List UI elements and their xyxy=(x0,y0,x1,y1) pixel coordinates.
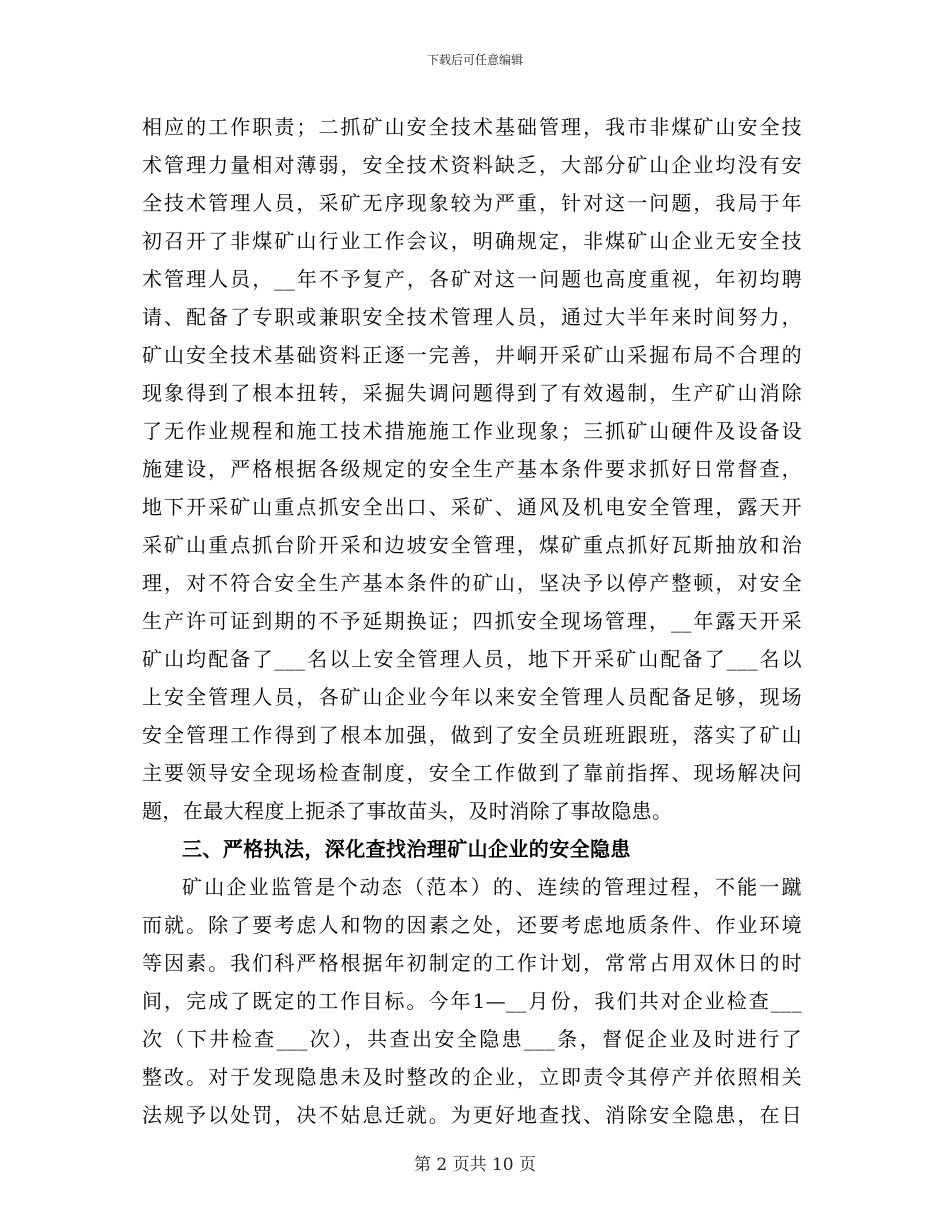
text-line: 初召开了非煤矿山行业工作会议，明确规定，非煤矿山企业无安全技 xyxy=(142,229,802,253)
text-line: 间，完成了既定的工作目标。今年1—__月份，我们共对企业检查___ xyxy=(142,989,802,1013)
text-line: 矿山企业监管是个动态（范本）的、连续的管理过程，不能一蹴 xyxy=(182,875,802,899)
text-line: 上安全管理人员，各矿山企业今年以来安全管理人员配备足够，现场 xyxy=(142,685,802,709)
text-line: 主要领导安全现场检查制度，安全工作做到了靠前指挥、现场解决问 xyxy=(142,761,802,785)
text-line: 法规予以处罚，决不姑息迁就。为更好地查找、消除安全隐患，在日 xyxy=(142,1103,802,1127)
text-line: 矿山安全技术基础资料正逐一完善，井峒开采矿山采掘布局不合理的 xyxy=(142,343,802,367)
text-line: 次（下井检查___次），共查出安全隐患___条，督促企业及时进行了 xyxy=(142,1027,802,1051)
text-line: 现象得到了根本扭转，采掘失调问题得到了有效遏制，生产矿山消除 xyxy=(142,381,802,405)
page-footer: 第 2 页共 10 页 xyxy=(413,1155,537,1175)
text-line: 题，在最大程度上扼杀了事故苗头，及时消除了事故隐患。 xyxy=(142,799,673,823)
text-line: 生产许可证到期的不予延期换证；四抓安全现场管理，__年露天开采 xyxy=(142,609,802,633)
paragraph-1 xyxy=(142,108,802,830)
text-line: 术管理力量相对薄弱，安全技术资料缺乏，大部分矿山企业均没有安 xyxy=(142,153,802,177)
text-line: 安全管理工作得到了根本加强，做到了安全员班班跟班，落实了矿山 xyxy=(142,723,802,747)
text-line: 全技术管理人员，采矿无序现象较为严重，针对这一问题，我局于年 xyxy=(142,191,802,215)
text-line: 术管理人员，__年不予复产，各矿对这一问题也高度重视，年初均聘 xyxy=(142,267,802,291)
text-line: 整改。对于发现隐患未及时整改的企业，立即责令其停产并依照相关 xyxy=(142,1065,802,1089)
text-line: 等因素。我们科严格根据年初制定的工作计划，常常占用双休日的时 xyxy=(142,951,802,975)
text-line: 请、配备了专职或兼职安全技术管理人员，通过大半年来时间努力， xyxy=(142,305,802,329)
document-body xyxy=(142,108,802,1134)
text-line: 施建设，严格根据各级规定的安全生产基本条件要求抓好日常督查， xyxy=(142,457,802,481)
text-line: 理，对不符合安全生产基本条件的矿山，坚决予以停产整顿，对安全 xyxy=(142,571,802,595)
text-line: 相应的工作职责；二抓矿山安全技术基础管理，我市非煤矿山安全技 xyxy=(142,115,802,139)
section-heading: 三、严格执法，深化查找治理矿山企业的安全隐患 xyxy=(182,837,631,861)
text-line: 了无作业规程和施工技术措施施工作业现象；三抓矿山硬件及设备设 xyxy=(142,419,802,443)
page-header: 下载后可任意编辑 xyxy=(426,53,523,67)
text-line: 地下开采矿山重点抓安全出口、采矿、通风及机电安全管理，露天开 xyxy=(142,495,802,519)
text-line: 矿山均配备了___名以上安全管理人员，地下开采矿山配备了___名以 xyxy=(142,647,802,671)
text-line: 采矿山重点抓台阶开采和边坡安全管理，煤矿重点抓好瓦斯抽放和治 xyxy=(142,533,802,557)
paragraph-2 xyxy=(142,868,802,1134)
text-line: 而就。除了要考虑人和物的因素之处，还要考虑地质条件、作业环境 xyxy=(142,913,802,937)
